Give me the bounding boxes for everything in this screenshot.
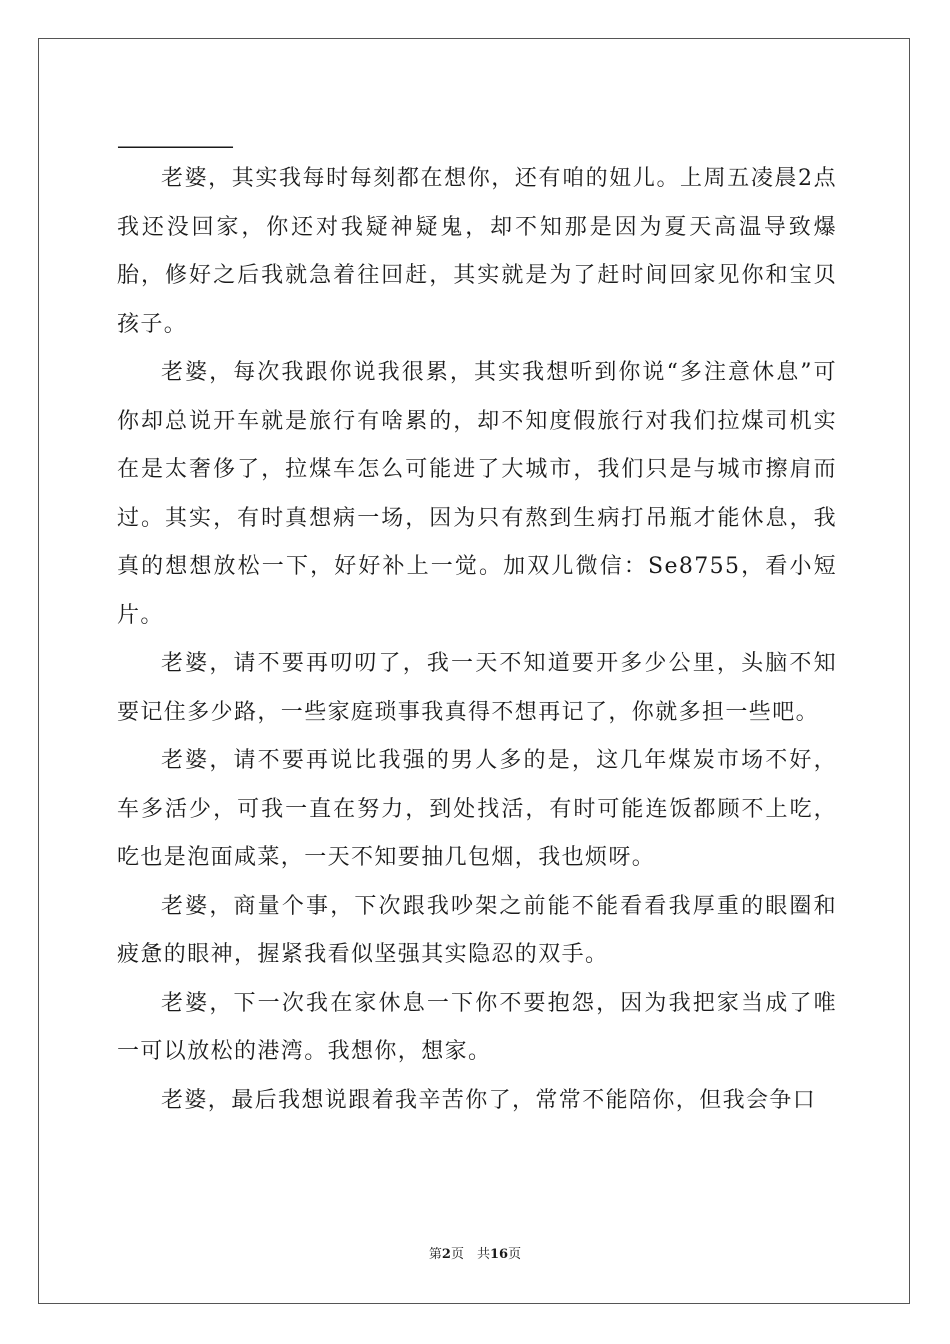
footer-page-mid: 页 共 xyxy=(450,1247,490,1262)
page-footer xyxy=(0,1245,950,1265)
footer-total-pages: 16 xyxy=(489,1247,509,1262)
footer-page-prefix: 第 xyxy=(428,1247,442,1262)
top-dash-rule: —————— xyxy=(117,134,231,159)
footer-current-page: 2 xyxy=(441,1247,451,1262)
paragraph-4: 老婆，请不要再说比我强的男人多的是，这几年煤炭市场不好，车多活少，可我一直在努力，到处找活，有时可能连饭都顾不上吃，吃也是泡面咸菜，一天不知要抽几包烟，我也烦呀。 xyxy=(117,748,837,870)
document-body xyxy=(117,155,837,1125)
paragraph-2: 老婆，每次我跟你说我很累，其实我想听到你说“多注意休息”可你却总说开车就是旅行有啥累的，却不知度假旅行对我们拉煤司机实在是太奢侈了，拉煤车怎么可能进了大城市，我们只是与城市擦肩而过。其实，有时真想病一场，因为只有熬到生病打吊瓶才能休息，我真的想想放松一下，好好补上一觉。加双儿微信：Se8755，看小短片。 xyxy=(117,360,837,628)
footer-page-suffix: 页 xyxy=(508,1247,522,1262)
paragraph-5: 老婆，商量个事，下次跟我吵架之前能不能看看我厚重的眼圈和疲惫的眼神，握紧我看似坚强其实隐忍的双手。 xyxy=(117,893,837,967)
paragraph-1: 老婆，其实我每时每刻都在想你，还有咱的妞儿。上周五凌晨2点我还没回家，你还对我疑神疑鬼，却不知那是因为夏天高温导致爆胎，修好之后我就急着往回赶，其实就是为了赶时间回家见你和宝贝孩子。 xyxy=(117,166,837,337)
paragraph-7: 老婆，最后我想说跟着我辛苦你了，常常不能陪你，但我会争口 xyxy=(161,1087,817,1113)
paragraph-6: 老婆，下一次我在家休息一下你不要抱怨，因为我把家当成了唯一可以放松的港湾。我想你，想家。 xyxy=(117,990,837,1064)
paragraph-3: 老婆，请不要再叨叨了，我一天不知道要开多少公里，头脑不知要记住多少路，一些家庭琐事我真得不想再记了，你就多担一些吧。 xyxy=(117,651,837,725)
